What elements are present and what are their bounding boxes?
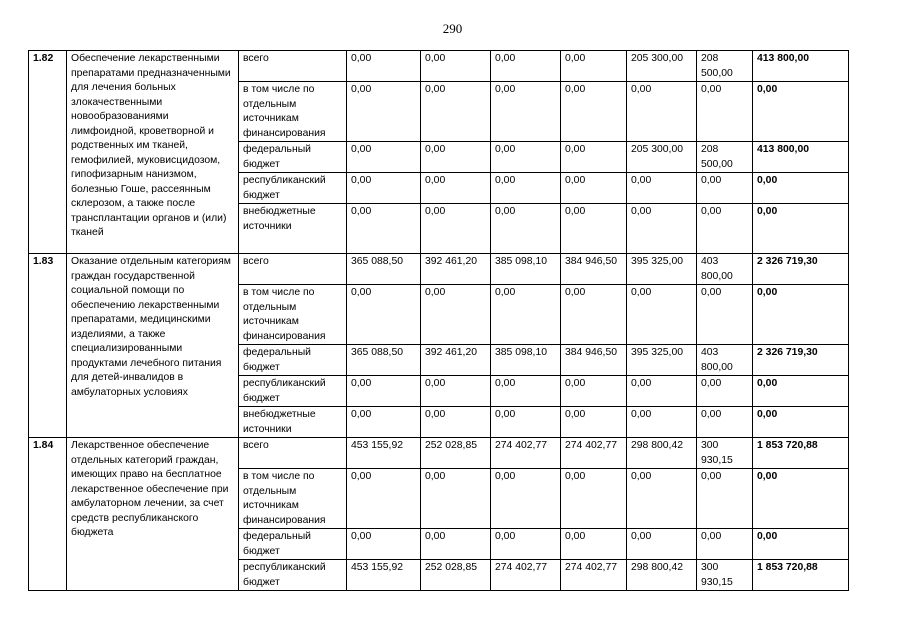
table-row	[29, 438, 849, 469]
year-value: 0,00	[347, 407, 421, 438]
year-value: 0,00	[561, 142, 627, 173]
year-value: 274 402,77	[491, 560, 561, 591]
funding-source: республиканский бюджет	[239, 376, 347, 407]
funding-source: в том числе по отдельным источникам финансирования	[239, 285, 347, 345]
table-row	[29, 254, 849, 285]
year-value: 453 155,92	[347, 560, 421, 591]
year-value: 0,00	[347, 51, 421, 82]
total-value: 0,00	[753, 376, 849, 407]
item-description: Оказание отдельным категориям граждан государственной социальной помощи по обеспечению лекарственными препаратами, медицинскими изделиями, а также специализированными продуктами лечебного питания для детей-инвалидов в амбулаторных условиях	[67, 254, 239, 438]
year-value: 453 155,92	[347, 438, 421, 469]
year-value: 298 800,42	[627, 438, 697, 469]
year-value: 365 088,50	[347, 254, 421, 285]
year-value: 0,00	[347, 376, 421, 407]
year-value: 0,00	[627, 285, 697, 345]
year-value: 0,00	[561, 407, 627, 438]
funding-source: в том числе по отдельным источникам финансирования	[239, 82, 347, 142]
year-value: 0,00	[697, 469, 753, 529]
funding-source: федеральный бюджет	[239, 529, 347, 560]
total-value: 413 800,00	[753, 51, 849, 82]
year-value: 0,00	[561, 82, 627, 142]
year-value: 0,00	[347, 469, 421, 529]
year-value: 0,00	[561, 173, 627, 204]
year-value: 0,00	[561, 204, 627, 254]
year-value: 0,00	[627, 204, 697, 254]
year-value: 384 946,50	[561, 254, 627, 285]
year-value: 365 088,50	[347, 345, 421, 376]
funding-source: всего	[239, 254, 347, 285]
total-value: 0,00	[753, 285, 849, 345]
item-number: 1.84	[29, 438, 67, 591]
total-value: 1 853 720,88	[753, 438, 849, 469]
year-value: 0,00	[627, 173, 697, 204]
year-value: 205 300,00	[627, 51, 697, 82]
funding-source: внебюджетные источники	[239, 407, 347, 438]
year-value: 0,00	[421, 82, 491, 142]
table-row	[29, 51, 849, 82]
year-value: 395 325,00	[627, 345, 697, 376]
page-number: 290	[442, 21, 463, 36]
item-number: 1.82	[29, 51, 67, 254]
total-value: 2 326 719,30	[753, 254, 849, 285]
year-value: 298 800,42	[627, 560, 697, 591]
funding-source: внебюджетные источники	[239, 204, 347, 254]
year-value: 0,00	[697, 82, 753, 142]
year-value: 0,00	[421, 51, 491, 82]
year-value: 0,00	[491, 376, 561, 407]
funding-source: федеральный бюджет	[239, 345, 347, 376]
year-value: 0,00	[697, 376, 753, 407]
year-value: 385 098,10	[491, 345, 561, 376]
item-description: Лекарственное обеспечение отдельных категорий граждан, имеющих право на бесплатное лекарственное обеспечение при амбулаторном лечении, за счет средств республиканского бюджета	[67, 438, 239, 591]
total-value: 0,00	[753, 204, 849, 254]
year-value: 208 500,00	[697, 142, 753, 173]
year-value: 385 098,10	[491, 254, 561, 285]
year-value: 0,00	[561, 469, 627, 529]
funding-source: всего	[239, 51, 347, 82]
year-value: 208 500,00	[697, 51, 753, 82]
funding-source: всего	[239, 438, 347, 469]
year-value: 0,00	[627, 82, 697, 142]
item-number: 1.83	[29, 254, 67, 438]
year-value: 252 028,85	[421, 560, 491, 591]
year-value: 0,00	[491, 204, 561, 254]
year-value: 300 930,15	[697, 560, 753, 591]
year-value: 0,00	[627, 529, 697, 560]
year-value: 0,00	[421, 142, 491, 173]
year-value: 0,00	[697, 204, 753, 254]
funding-source: республиканский бюджет	[239, 173, 347, 204]
year-value: 0,00	[421, 469, 491, 529]
year-value: 0,00	[561, 529, 627, 560]
year-value: 0,00	[491, 51, 561, 82]
total-value: 0,00	[753, 82, 849, 142]
year-value: 0,00	[561, 285, 627, 345]
total-value: 0,00	[753, 173, 849, 204]
year-value: 0,00	[491, 142, 561, 173]
total-value: 413 800,00	[753, 142, 849, 173]
year-value: 0,00	[627, 376, 697, 407]
total-value: 0,00	[753, 407, 849, 438]
year-value: 0,00	[347, 204, 421, 254]
item-description: Обеспечение лекарственными препаратами предназначенными для лечения больных злокачественными новообразованиями лимфоидной, кроветворной и родственных им тканей, гемофилией, муковисцидозом, гипофизарным нанизмом, болезнью Гоше, рассеянным склерозом, а также после трансплантации органов и (или) тканей	[67, 51, 239, 254]
year-value: 0,00	[347, 285, 421, 345]
total-value: 2 326 719,30	[753, 345, 849, 376]
funding-source: в том числе по отдельным источникам финансирования	[239, 469, 347, 529]
year-value: 0,00	[697, 407, 753, 438]
total-value: 0,00	[753, 469, 849, 529]
year-value: 252 028,85	[421, 438, 491, 469]
total-value: 1 853 720,88	[753, 560, 849, 591]
year-value: 0,00	[421, 173, 491, 204]
year-value: 0,00	[347, 82, 421, 142]
year-value: 0,00	[421, 285, 491, 345]
year-value: 0,00	[421, 204, 491, 254]
year-value: 403 800,00	[697, 345, 753, 376]
year-value: 0,00	[347, 142, 421, 173]
year-value: 0,00	[697, 173, 753, 204]
table-body	[29, 51, 849, 591]
funding-source: федеральный бюджет	[239, 142, 347, 173]
year-value: 0,00	[697, 529, 753, 560]
year-value: 0,00	[561, 51, 627, 82]
year-value: 0,00	[491, 469, 561, 529]
year-value: 0,00	[627, 469, 697, 529]
year-value: 395 325,00	[627, 254, 697, 285]
year-value: 274 402,77	[561, 560, 627, 591]
year-value: 0,00	[421, 376, 491, 407]
year-value: 403 800,00	[697, 254, 753, 285]
year-value: 392 461,20	[421, 345, 491, 376]
budget-table	[28, 50, 849, 591]
year-value: 300 930,15	[697, 438, 753, 469]
year-value: 0,00	[491, 173, 561, 204]
year-value: 0,00	[697, 285, 753, 345]
year-value: 0,00	[491, 285, 561, 345]
year-value: 0,00	[347, 529, 421, 560]
year-value: 0,00	[347, 173, 421, 204]
year-value: 392 461,20	[421, 254, 491, 285]
year-value: 0,00	[491, 82, 561, 142]
year-value: 0,00	[421, 529, 491, 560]
year-value: 0,00	[421, 407, 491, 438]
funding-source: республиканский бюджет	[239, 560, 347, 591]
year-value: 0,00	[627, 407, 697, 438]
year-value: 274 402,77	[561, 438, 627, 469]
year-value: 0,00	[491, 407, 561, 438]
total-value: 0,00	[753, 529, 849, 560]
year-value: 205 300,00	[627, 142, 697, 173]
year-value: 384 946,50	[561, 345, 627, 376]
year-value: 0,00	[491, 529, 561, 560]
year-value: 274 402,77	[491, 438, 561, 469]
year-value: 0,00	[561, 376, 627, 407]
